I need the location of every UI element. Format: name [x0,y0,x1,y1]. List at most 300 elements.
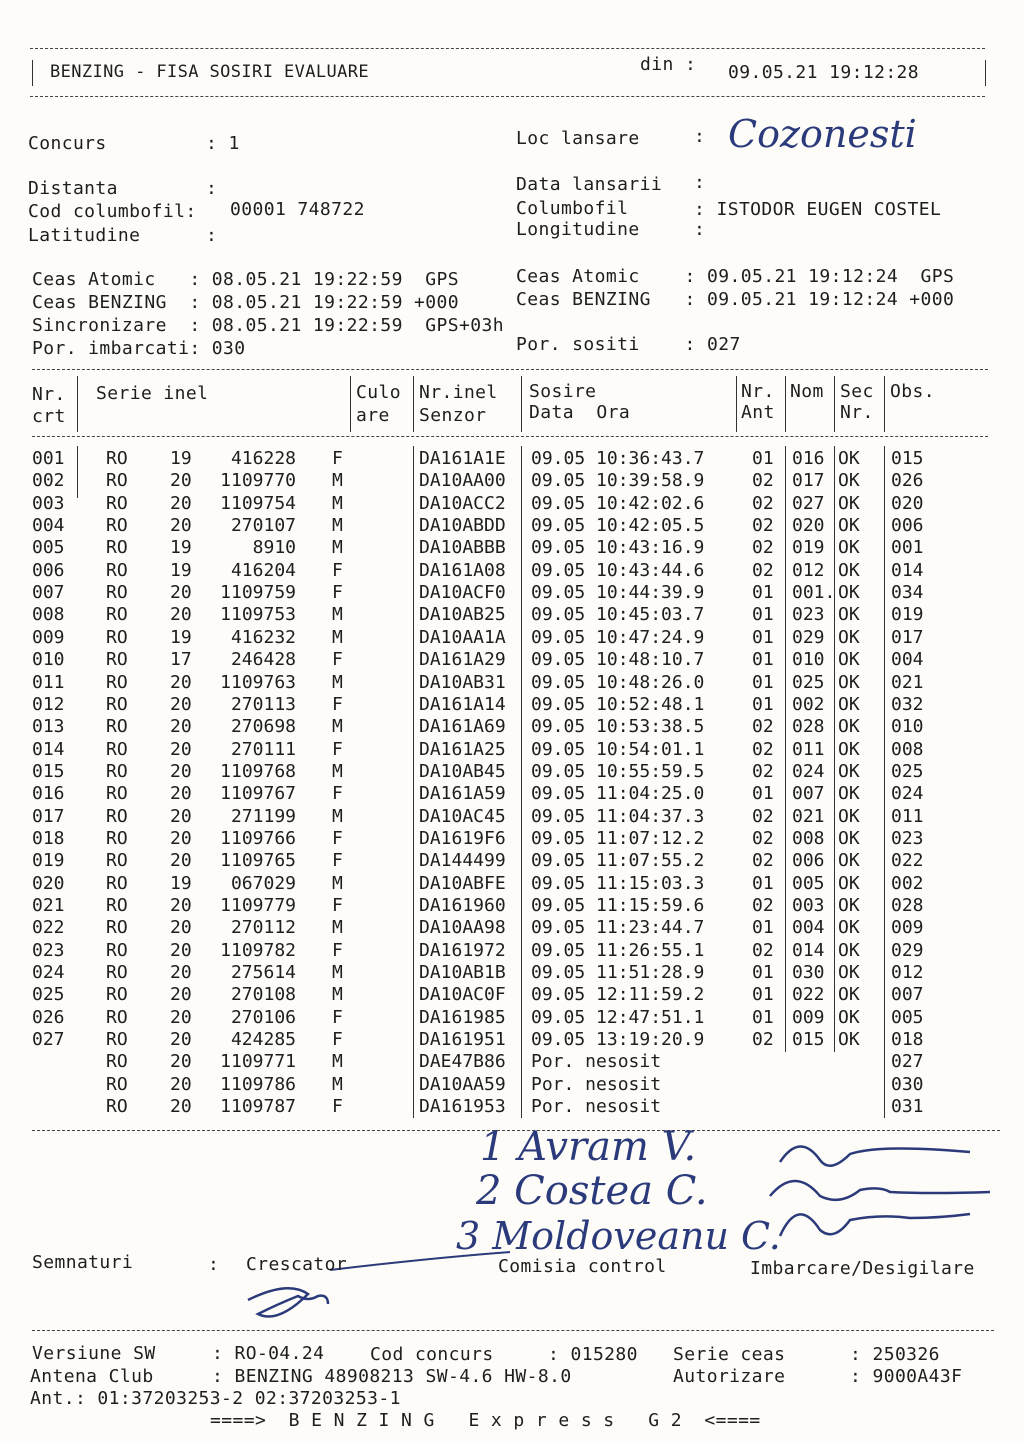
semnaturi-label: Semnaturi [32,1252,134,1273]
cell-sosire: 09.05 10:54:01.1 [531,738,705,760]
cell-an: 19 [170,559,192,581]
th-data-ora: Data Ora [529,402,631,423]
latitudine-label: Latitudine [28,225,141,246]
cell-nom: 004 [792,917,825,939]
cell-inel: 1109771 [220,1051,296,1073]
th-sec-nr: Nr. [840,402,874,423]
distanta-label: Distanta [28,178,118,199]
cell-senzor: DA10AB45 [419,760,506,782]
benzing-express-brand: ====> B E N Z I N G E x p r e s s G 2 <==== [210,1410,761,1431]
cell-inel: 424285 [230,1029,296,1051]
cell-tara: RO [106,827,128,849]
cell-sosire: 09.05 11:07:55.2 [531,850,705,872]
loc-lansare-label: Loc lansare [516,128,640,149]
cell-senzor: DA161985 [419,1006,506,1028]
cell-sex: M [332,1073,343,1095]
cell-senzor: DAE47B86 [419,1051,506,1073]
cell-nr: 002 [32,470,65,492]
cell-sosire: 09.05 11:51:28.9 [531,962,705,984]
cell-sec: OK [838,671,860,693]
cell-ant: 01 [752,783,774,805]
cell-an: 19 [170,872,192,894]
handwritten-commission-1: 1 Avram V. [480,1124,697,1170]
cell-sosire: 09.05 10:36:43.7 [531,448,705,469]
cell-nom: 020 [792,515,825,537]
report-date: 09.05.21 19:12:28 [728,62,920,83]
cell-tara: RO [106,559,128,581]
cell-obs: 026 [891,470,924,492]
cod-concurs-label: Cod concurs [370,1344,494,1365]
cell-nom: 016 [792,448,825,469]
cell-senzor: DA10ACF0 [419,582,506,604]
cell-an: 20 [170,1073,192,1095]
col-sep-culoare [350,376,351,432]
cell-inel: 270113 [230,693,296,715]
cell-sosire: 09.05 10:43:16.9 [531,537,705,559]
cell-nom: 009 [792,1006,825,1028]
cell-tara: RO [106,537,128,559]
cell-senzor: DA1619F6 [419,827,506,849]
cell-ant: 01 [752,448,774,469]
cell-sex: M [332,872,343,894]
signature-crescator [248,1288,328,1316]
cell-sex: F [332,693,343,715]
cell-senzor: DA161A14 [419,693,506,715]
cell-an: 20 [170,716,192,738]
cell-ant: 02 [752,559,774,581]
cell-sex: M [332,492,343,514]
cell-an: 20 [170,693,192,715]
cell-an: 20 [170,604,192,626]
cell-an: 20 [170,1029,192,1051]
cell-ant: 02 [752,760,774,782]
cell-obs: 023 [891,827,924,849]
table-top-border [32,369,988,370]
cell-sec: OK [838,805,860,827]
cell-sosire: 09.05 11:07:12.2 [531,827,705,849]
cell-ant: 01 [752,604,774,626]
cell-nom: 023 [792,604,825,626]
cell-nr: 023 [32,939,65,961]
cell-obs: 008 [891,738,924,760]
cell-inel: 416228 [230,448,296,469]
cell-sec: OK [838,738,860,760]
cell-nom: 022 [792,984,825,1006]
serie-ceas-value: : 250326 [850,1344,940,1365]
porumbei-imbarcati: Por. imbarcati: 030 [32,338,246,359]
col-sep-nom-body [785,446,786,1052]
cell-inel: 067029 [230,872,296,894]
cell-senzor: DA10AA00 [419,470,506,492]
cell-sex: F [332,827,343,849]
cell-tara: RO [106,604,128,626]
cell-sex: F [332,895,343,916]
cell-tara: RO [106,1051,128,1073]
antena-serials: Ant.: 01:37203253-2 02:37203253-1 [30,1388,401,1409]
cell-inel: 270106 [230,1006,296,1028]
cell-senzor: DA10AA1A [419,626,506,648]
cell-sosire: 09.05 11:23:44.7 [531,917,705,939]
cell-obs: 011 [891,805,924,827]
cell-sec: OK [838,693,860,715]
cell-an: 20 [170,1051,192,1073]
cell-sosire: 09.05 11:15:03.3 [531,872,705,894]
cell-nom: 001. [792,582,836,604]
cell-obs: 017 [891,626,924,648]
cell-obs: 034 [891,582,924,604]
cell-senzor: DA161A25 [419,738,506,760]
cell-an: 20 [170,805,192,827]
cell-an: 20 [170,671,192,693]
cell-nr: 026 [32,1006,65,1028]
cell-nom: 002 [792,693,825,715]
cell-ant: 02 [752,805,774,827]
col-sep-senzor-body [413,446,414,1118]
cell-tara: RO [106,1096,128,1118]
cell-nr: 004 [32,515,65,537]
cell-an: 20 [170,470,192,492]
col-sep-senzor [413,376,414,432]
versiune-sw-value: : RO-04.24 [212,1343,325,1364]
loc-lansare-colon: : [694,126,706,147]
col-sep-sec [834,376,835,432]
cell-an: 20 [170,895,192,916]
cell-senzor: DA10ABDD [419,515,506,537]
cell-ant: 02 [752,850,774,872]
cod-columbofil-value: 00001 748722 [230,199,365,220]
cell-senzor: DA161A08 [419,559,506,581]
cell-sec: OK [838,626,860,648]
data-lansarii-label: Data lansarii [516,174,663,195]
cell-nom: 024 [792,760,825,782]
cell-sex: M [332,760,343,782]
cell-inel: 1109767 [220,783,296,805]
cell-nr: 007 [32,582,65,604]
columbofil-label: Columbofil [516,198,629,219]
cell-sosire: 09.05 11:15:59.6 [531,895,705,916]
concurs-label: Concurs [28,133,107,154]
cell-nom: 008 [792,827,825,849]
cell-obs: 029 [891,939,924,961]
cell-tara: RO [106,939,128,961]
cell-obs: 020 [891,492,924,514]
cell-obs: 014 [891,559,924,581]
cell-tara: RO [106,850,128,872]
cell-sec: OK [838,492,860,514]
cell-sec: OK [838,783,860,805]
cell-obs: 002 [891,872,924,894]
cell-tara: RO [106,448,128,469]
cell-ant: 02 [752,537,774,559]
cell-nom: 030 [792,962,825,984]
cell-ant: 02 [752,1029,774,1051]
cell-inel: 1109765 [220,850,296,872]
report-title: BENZING - FISA SOSIRI EVALUARE [50,62,370,82]
cell-sosire: 09.05 10:45:03.7 [531,604,705,626]
cell-senzor: DA10AC0F [419,984,506,1006]
cell-sosire: 09.05 12:47:51.1 [531,1006,705,1028]
cell-an: 20 [170,783,192,805]
autorizare-label: Autorizare [673,1366,786,1387]
cell-nom: 012 [792,559,825,581]
longitudine-label: Longitudine [516,219,640,240]
cell-sec: OK [838,760,860,782]
cod-concurs-value: : 015280 [548,1344,638,1365]
signature-scribble-1 [780,1146,970,1165]
cell-senzor: DA161A29 [419,649,506,671]
cell-ant: 02 [752,738,774,760]
cell-an: 20 [170,917,192,939]
cell-nr: 005 [32,537,65,559]
cell-tara: RO [106,693,128,715]
cell-sex: M [332,962,343,984]
th-culo: Culo [356,382,401,403]
cell-tara: RO [106,649,128,671]
cell-an: 20 [170,760,192,782]
cell-obs: 004 [891,649,924,671]
cell-nom: 015 [792,1029,825,1051]
cell-sex: F [332,448,343,469]
th-are: are [356,405,390,426]
crescator-label: Crescator [246,1254,348,1275]
cell-tara: RO [106,716,128,738]
cell-inel: 270111 [230,738,296,760]
cell-obs: 028 [891,895,924,916]
cell-sosire: 09.05 10:52:48.1 [531,693,705,715]
cell-obs: 024 [891,783,924,805]
sincronizare: Sincronizare : 08.05.21 19:22:59 GPS+03h [32,315,504,336]
cell-tara: RO [106,783,128,805]
cell-senzor: DA161960 [419,895,506,916]
cell-sosire: 09.05 10:42:02.6 [531,492,705,514]
cell-sex: F [332,559,343,581]
cell-sec: OK [838,559,860,581]
cell-sec: OK [838,872,860,894]
cell-nom: 028 [792,716,825,738]
cell-nom: 005 [792,872,825,894]
cell-obs: 006 [891,515,924,537]
cell-tara: RO [106,962,128,984]
cell-sosire: 09.05 10:48:10.7 [531,649,705,671]
cell-obs: 010 [891,716,924,738]
cell-an: 20 [170,738,192,760]
cell-sosire: 09.05 11:04:37.3 [531,805,705,827]
cell-senzor: DA10AC45 [419,805,506,827]
cell-inel: 1109763 [220,671,296,693]
cell-senzor: DA161A59 [419,783,506,805]
cell-sosire: Por. nesosit [531,1051,662,1073]
cell-nom: 011 [792,738,825,760]
cell-nr: 001 [32,448,65,469]
col-sep-nom [785,376,786,432]
cell-sex: F [332,1029,343,1051]
header-bottom-border [30,96,985,97]
cell-sec: OK [838,917,860,939]
cell-sex: M [332,515,343,537]
header-right-border [985,60,986,86]
cell-sosire: 09.05 13:19:20.9 [531,1029,705,1051]
cell-senzor: DA161951 [419,1029,506,1051]
cell-inel: 1109787 [220,1096,296,1118]
cell-sex: F [332,783,343,805]
cell-an: 20 [170,850,192,872]
cell-ant: 01 [752,693,774,715]
cell-tara: RO [106,760,128,782]
col-sep-sosire [521,376,522,432]
cell-sex: M [332,626,343,648]
cell-ant: 02 [752,515,774,537]
cell-sosire: Por. nesosit [531,1073,662,1095]
cell-tara: RO [106,470,128,492]
th-sosire: Sosire [529,381,597,402]
cell-sosire: 09.05 10:53:38.5 [531,716,705,738]
cell-tara: RO [106,492,128,514]
cell-sec: OK [838,716,860,738]
cell-nom: 003 [792,895,825,916]
cell-senzor: DA161972 [419,939,506,961]
cell-senzor: DA10AB1B [419,962,506,984]
cell-senzor: DA144499 [419,850,506,872]
cell-nr: 025 [32,984,65,1006]
cell-sec: OK [838,895,860,916]
cell-obs: 005 [891,1006,924,1028]
cell-sec: OK [838,850,860,872]
cell-sosire: 09.05 11:04:25.0 [531,783,705,805]
cell-nr: 019 [32,850,65,872]
cell-nr: 006 [32,559,65,581]
cell-obs: 022 [891,850,924,872]
imbarcare-desigilare-label: Imbarcare/Desigilare [750,1258,975,1279]
cell-sex: M [332,671,343,693]
th-sec: Sec [840,381,874,402]
cell-sosire: 09.05 10:48:26.0 [531,671,705,693]
ceas-benzing-end: Ceas BENZING : 09.05.21 19:12:24 +000 [516,289,955,310]
col-sep-sosire-body [521,446,522,1118]
autorizare-value: : 9000A43F [850,1366,963,1387]
loc-lansare-handwritten: Cozonesti [728,112,917,156]
cell-an: 19 [170,448,192,469]
cell-sosire: 09.05 10:44:39.9 [531,582,705,604]
cell-nr: 020 [32,872,65,894]
cell-obs: 009 [891,917,924,939]
cell-nr: 008 [32,604,65,626]
cell-an: 20 [170,962,192,984]
cell-sex: M [332,917,343,939]
cell-nr: 003 [32,492,65,514]
cell-inel: 275614 [230,962,296,984]
cell-tara: RO [106,805,128,827]
header-left-border [32,60,33,86]
ceas-benzing-start: Ceas BENZING : 08.05.21 19:22:59 +000 [32,292,460,313]
cell-obs: 032 [891,693,924,715]
header-top-border [30,48,985,49]
cell-sosire: 09.05 10:39:58.9 [531,470,705,492]
cell-sex: F [332,939,343,961]
distanta-value: : [206,178,218,199]
cell-sex: M [332,604,343,626]
footer-top-border [32,1330,994,1331]
cell-inel: 270108 [230,984,296,1006]
th-nom: Nom [790,381,824,402]
cell-sosire: 09.05 12:11:59.2 [531,984,705,1006]
cell-nom: 027 [792,492,825,514]
cell-ant: 01 [752,962,774,984]
cell-inel: 1109786 [220,1073,296,1095]
cell-inel: 1109779 [220,895,296,916]
cell-an: 19 [170,626,192,648]
ceas-atomic-end: Ceas Atomic : 09.05.21 19:12:24 GPS [516,266,955,287]
cell-nr: 016 [32,783,65,805]
signature-scribble-3 [780,1214,970,1236]
cell-sex: M [332,470,343,492]
longitudine-value: : [694,219,706,240]
th-ant: Ant [741,402,775,423]
cell-tara: RO [106,917,128,939]
cell-tara: RO [106,582,128,604]
cell-ant: 01 [752,872,774,894]
cell-nom: 021 [792,805,825,827]
cell-obs: 018 [891,1029,924,1051]
cell-an: 20 [170,1096,192,1118]
cell-nom: 007 [792,783,825,805]
cell-sosire: 09.05 10:47:24.9 [531,626,705,648]
cell-inel: 271199 [230,805,296,827]
cell-tara: RO [106,738,128,760]
cell-senzor: DA161A1E [419,448,506,469]
cell-nr: 027 [32,1029,65,1051]
cell-tara: RO [106,895,128,916]
cell-sosire: 09.05 11:26:55.1 [531,939,705,961]
cell-sex: F [332,582,343,604]
cell-sec: OK [838,448,860,469]
cell-nr: 011 [32,671,65,693]
cell-sec: OK [838,827,860,849]
cell-ant: 02 [752,895,774,916]
th-obs: Obs. [890,381,935,402]
cell-an: 19 [170,537,192,559]
porumbei-sositi: Por. sositi : 027 [516,334,741,355]
col-sep-obs [884,376,885,432]
cell-sec: OK [838,515,860,537]
cell-nom: 029 [792,626,825,648]
cell-sosire: 09.05 10:43:44.6 [531,559,705,581]
cell-tara: RO [106,626,128,648]
serie-ceas-label: Serie ceas [673,1344,786,1365]
cell-tara: RO [106,984,128,1006]
cell-sec: OK [838,537,860,559]
cell-obs: 021 [891,671,924,693]
cell-ant: 01 [752,917,774,939]
concurs-value: : 1 [206,133,240,154]
signature-scribble-2 [770,1181,990,1200]
th-crt: crt [32,406,66,427]
cell-nr: 017 [32,805,65,827]
cell-nr: 015 [32,760,65,782]
cell-ant: 02 [752,492,774,514]
cell-inel: 1109782 [220,939,296,961]
cell-nr: 018 [32,827,65,849]
cell-obs: 012 [891,962,924,984]
cell-obs: 001 [891,537,924,559]
cell-obs: 015 [891,448,924,469]
cell-ant: 01 [752,1006,774,1028]
cell-obs: 007 [891,984,924,1006]
cell-an: 17 [170,649,192,671]
table-header-border [32,436,988,437]
col-sep-nr [77,376,78,432]
cell-sec: OK [838,470,860,492]
cell-nom: 006 [792,850,825,872]
